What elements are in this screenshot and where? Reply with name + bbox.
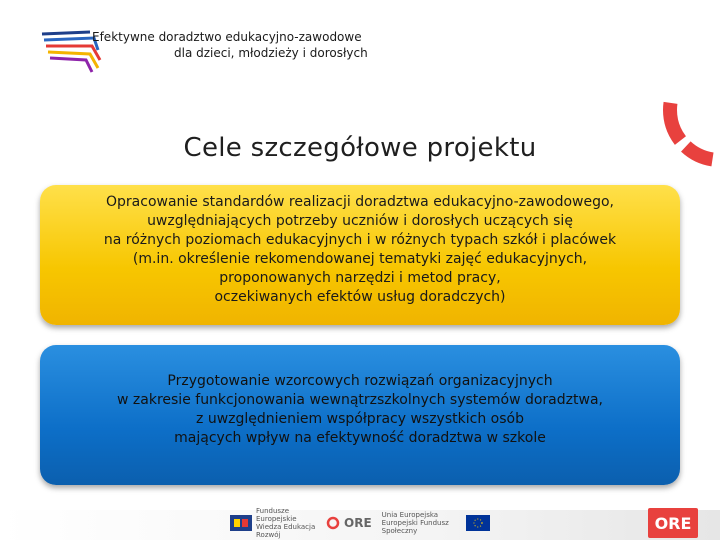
goal-1-line: oczekiwanych efektów usług doradczych) <box>214 289 506 305</box>
unia-europejska-logo <box>382 511 490 535</box>
header-line-2: dla dzieci, młodzieży i dorosłych <box>174 46 368 60</box>
goal-2-line: z uwzględnieniem współpracy wszystkich osób <box>196 411 524 427</box>
unia-logo-text: Unia Europejska Europejski Fundusz Społeczny <box>381 511 449 535</box>
goal-2-line: w zakresie funkcjonowania wewnątrzszkolnych systemów doradztwa, <box>117 392 603 408</box>
fundusze-logo-text: Fundusze Europejskie Wiedza Edukacja Rozwój <box>256 507 316 539</box>
footer <box>0 500 720 540</box>
ore-small-text: ORE <box>344 516 372 530</box>
goal-1-line: (m.in. określenie rekomendowanej tematyki zajęć edukacyjnych, <box>132 251 588 267</box>
goal-1-line: na różnych poziomach edukacyjnych i w różnych typach szkół i placówek <box>103 232 617 248</box>
goal-1-line: proponowanych narzędzi i metod pracy, <box>219 270 501 286</box>
header-line-1: Efektywne doradztwo edukacyjno-zawodowe <box>92 30 362 44</box>
goal-1-line: uwzględniających potrzeby uczniów i dorosłych uczących się <box>147 213 573 229</box>
goal-2-line: Przygotowanie wzorcowych rozwiązań organizacyjnych <box>167 373 553 389</box>
fundusze-europejskie-logo <box>230 507 316 539</box>
goal-1-line: Opracowanie standardów realizacji doradztwa edukacyjno-zawodowego, <box>106 194 614 210</box>
goal-2-line: mających wpływ na efektywność doradztwa w szkole <box>174 430 546 446</box>
goal-box-yellow <box>40 185 680 325</box>
goal-box-blue <box>40 345 680 485</box>
footer-logos <box>230 507 490 539</box>
ore-small-logo <box>326 516 372 530</box>
ore-logo: ORE <box>648 508 698 538</box>
header-title <box>92 29 368 61</box>
page-title: Cele szczegółowe projektu <box>183 133 537 163</box>
